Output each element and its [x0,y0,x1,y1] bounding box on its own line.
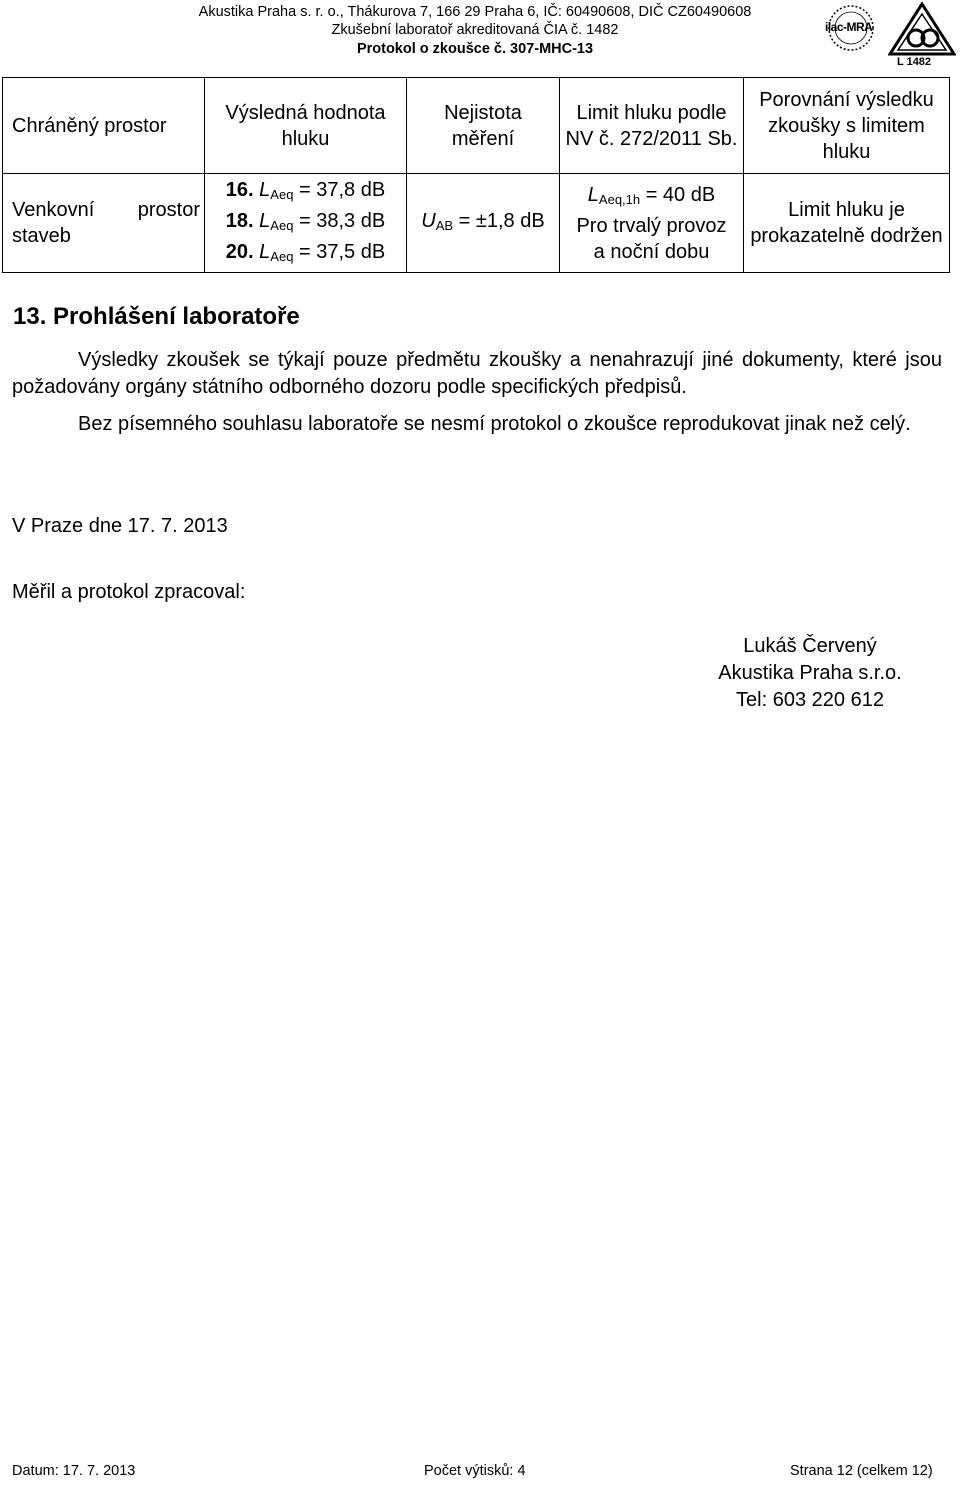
limit-line [564,182,739,213]
limit-symbol: L [587,183,599,206]
uncertainty-subscript: AB [435,217,454,233]
uncertainty-value: = ±1,8 dB [458,209,545,232]
measurement-number: 20. [225,240,254,263]
signature-company: Akustika Praha s.r.o. [718,662,902,684]
measurement-subscript: Aeq [270,186,294,202]
measurement-value: = 38,3 dB [299,209,386,232]
cell-uncertainty [407,174,560,273]
header-company-line: Akustika Praha s. r. o., Thákurova 7, 166 29 Praha 6, IČ: 60490608, DIČ CZ60490608 [198,4,752,20]
header-protected-space: Chráněný prostor [3,78,205,174]
header-noise-limit: Limit hluku podle NV č. 272/2011 Sb. [560,78,744,174]
measurement-number: 16. [225,178,254,201]
space-line [12,197,200,223]
measurement-symbol: L [259,240,271,263]
statement-text: Bez písemného souhlasu laboratoře se nesmí protokol o zkoušce reprodukovat jinak než celý. [78,413,911,435]
cell-protected-space [3,174,205,273]
signature-phone: Tel: 603 220 612 [736,689,884,711]
header-comparison: Porovnání výsledku zkoušky s limitem hluku [744,78,950,174]
measurement-subscript: Aeq [270,217,294,233]
uncertainty-symbol: U [421,209,436,232]
measured-by-label: Měřil a protokol zpracoval: [12,581,246,603]
limit-subscript: Aeq,1h [598,191,641,207]
measurement-line [209,177,402,208]
cia-logo-text: L 1482 [897,56,932,68]
measurement-symbol: L [259,178,271,201]
cell-noise-limit [560,174,744,273]
measurement-symbol: L [259,209,271,232]
place-date: V Praze dne 17. 7. 2013 [12,515,228,537]
space-word: prostor [137,199,200,221]
cia-logo-icon [888,2,956,62]
table-row [3,174,950,273]
cell-comparison: Limit hluku je prokazatelně dodržen [744,174,950,273]
space-word: Venkovní [12,199,95,221]
section-title: 13. Prohlášení laboratoře [13,303,300,330]
measurement-number: 18. [225,209,254,232]
measurement-value: = 37,5 dB [299,240,386,263]
limit-note: Pro trvalý provoz [576,214,727,237]
header-accreditation-line: Zkušební laboratoř akreditovaná ČIA č. 1482 [331,22,619,38]
limit-value: = 40 dB [645,183,716,206]
statement-text: Výsledky zkoušek se týkají pouze předmětu zkoušky a nenahrazují jiné dokumenty, které jsou požadovány orgány státního odborného dozoru podle specifických předpisů. [12,349,942,398]
ilac-logo-text: ilac-MRA [825,20,873,34]
measurement-line [209,239,402,270]
space-word: staveb [12,225,71,247]
statement-paragraph [12,411,942,438]
footer-date: Datum: 17. 7. 2013 [12,1463,136,1479]
measurement-subscript: Aeq [270,248,294,264]
measurement-line [209,208,402,239]
signature-name: Lukáš Červený [743,635,877,657]
table-header-row [3,78,950,174]
header-result-value: Výsledná hodnota hluku [205,78,407,174]
measurement-value: = 37,8 dB [299,178,386,201]
header-uncertainty: Nejistota měření [407,78,560,174]
results-table [2,77,950,273]
header-protocol-line: Protokol o zkoušce č. 307-MHC-13 [356,41,594,57]
statement-paragraph [12,347,942,401]
footer-page-number: Strana 12 (celkem 12) [790,1463,933,1479]
cell-result-values [205,174,407,273]
footer-copies: Počet výtisků: 4 [424,1463,526,1479]
limit-note: a noční dobu [593,240,710,263]
